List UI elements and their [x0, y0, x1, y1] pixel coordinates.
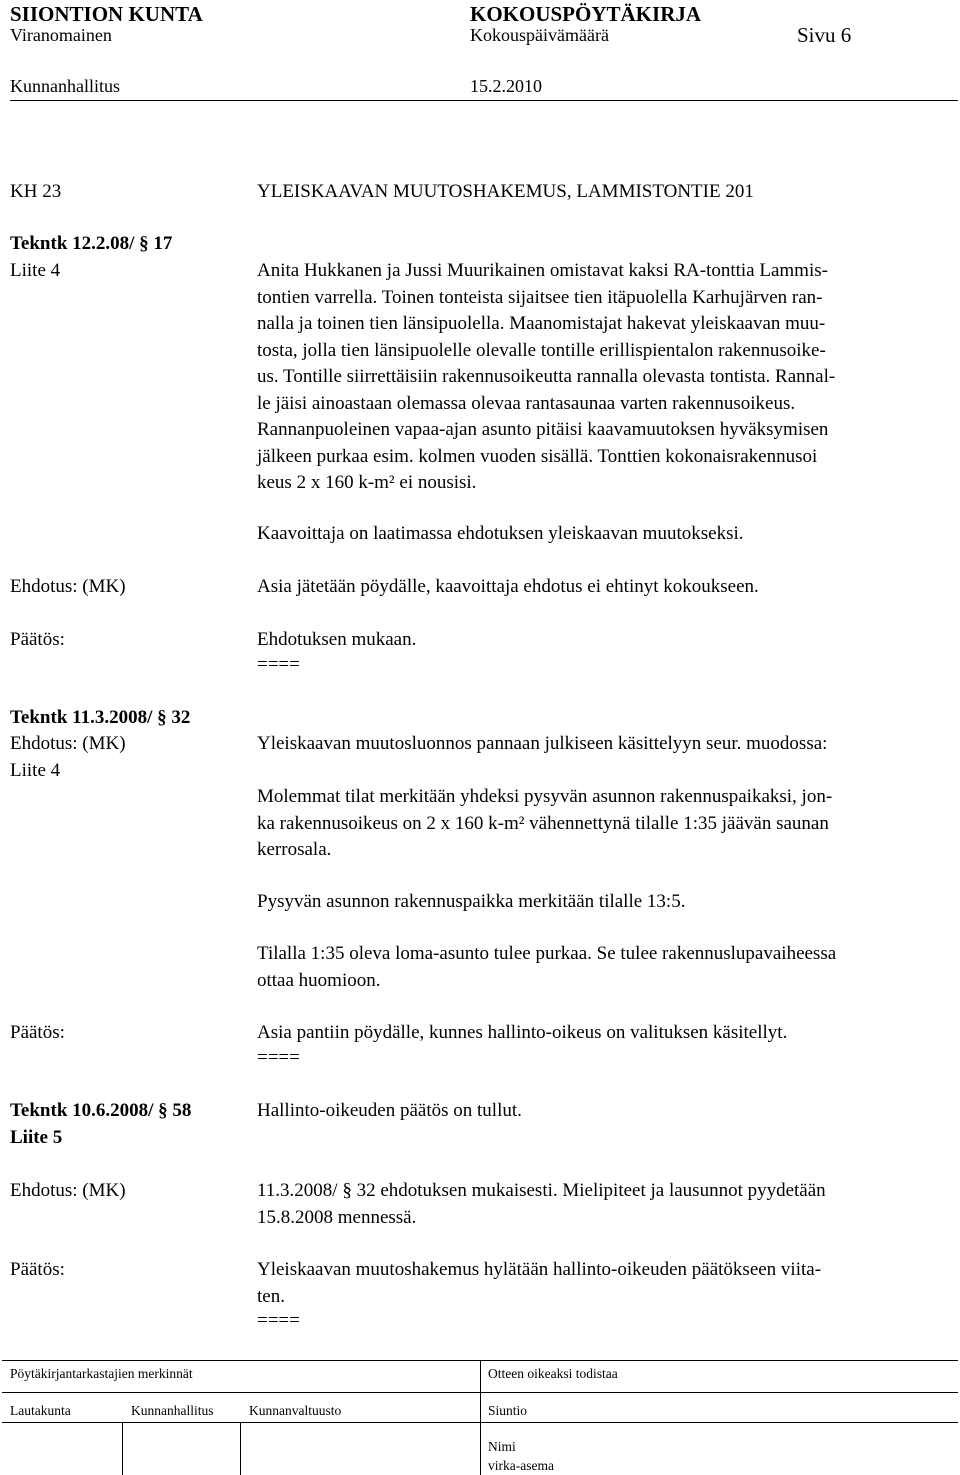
body-line: Yleiskaavan muutoshakemus hylätään hallinto-oikeuden päätökseen viita-: [257, 1259, 822, 1280]
footer-sign-rule: [2, 1422, 958, 1423]
attachment-label: Liite 4: [10, 760, 61, 781]
section-ref: Tekntk 10.6.2008/ § 58: [10, 1100, 192, 1121]
body-line: Rannanpuoleinen vapaa-ajan asunto pitäisi kaavamuutoksen hyväksymisen: [257, 419, 829, 440]
attachment-label: Liite 4: [10, 260, 61, 281]
title-label: virka-asema: [488, 1458, 554, 1473]
paragraph: [257, 784, 832, 864]
separator: ====: [257, 1047, 300, 1068]
header-rule: [10, 100, 958, 101]
footer-col-council: Kunnanvaltuusto: [249, 1403, 342, 1418]
date-label: Kokouspäivämäärä: [470, 25, 609, 45]
meeting-date: 15.2.2010: [470, 76, 542, 96]
proposal-text: Yleiskaavan muutosluonnos pannaan julkiseen käsittelyyn seur. muodossa:: [257, 733, 828, 754]
body-line: tontien varrella. Toinen tonteista sijaitsee tien itäpuolella Karhujärven ran-: [257, 286, 823, 308]
footer-divider: [480, 1360, 481, 1475]
planner-note: Kaavoittaja on laatimassa ehdotuksen yleiskaavan muutokseksi.: [257, 523, 744, 544]
separator: ====: [257, 654, 300, 675]
footer-col-government: Kunnanhallitus: [131, 1403, 214, 1418]
decision-text: Asia pantiin pöydälle, kunnes hallinto-oikeus on valituksen käsitellyt.: [257, 1022, 788, 1043]
reviewers-label: Pöytäkirjantarkastajien merkinnät: [10, 1366, 193, 1381]
decision-text: Ehdotuksen mukaan.: [257, 629, 417, 650]
proposal-text: [257, 1178, 826, 1231]
body-line: us. Tontille siirrettäisiin rakennusoikeutta rannalla olevasta tontista. Rannal-: [257, 366, 836, 387]
org-name: SIIONTION KUNTA: [10, 2, 203, 26]
body-line: Anita Hukkanen ja Jussi Muurikainen omistavat kaksi RA-tonttia Lammis-: [257, 260, 828, 281]
certified-label: Otteen oikeaksi todistaa: [488, 1366, 618, 1381]
body-line: Molemmat tilat merkitään yhdeksi pysyvän asunnon rakennuspaikaksi, jon-: [257, 786, 833, 807]
item-number: KH 23: [10, 181, 62, 202]
section-body: [257, 258, 835, 497]
authority-label: Viranomainen: [10, 25, 112, 45]
separator: ====: [257, 1310, 300, 1331]
body-line: 15.8.2008 mennessä.: [257, 1206, 417, 1228]
body-line: ka rakennusoikeus on 2 x 160 k-m² vähennettynä tilalle 1:35 jäävän saunan: [257, 812, 829, 834]
proposal-text: Asia jätetään pöydälle, kaavoittaja ehdotus ei ehtinyt kokoukseen.: [257, 576, 759, 597]
body-line: le jäisi ainoastaan olemassa olevaa rantasaunaa varten rakennusoikeus.: [257, 392, 796, 414]
body-line: keus 2 x 160 k-m² ei nousisi.: [257, 472, 477, 493]
footer-mid-rule: [2, 1392, 958, 1393]
body-line: ottaa huomioon.: [257, 969, 381, 991]
decision-label: Päätös:: [10, 1022, 65, 1043]
footer-col-board: Lautakunta: [10, 1403, 71, 1418]
body-line: 11.3.2008/ § 32 ehdotuksen mukaisesti. Mielipiteet ja lausunnot pyydetään: [257, 1180, 826, 1201]
body-line: kerrosala.: [257, 839, 332, 860]
section-ref: Tekntk 12.2.08/ § 17: [10, 233, 173, 254]
body-line: tosta, jolla tien länsipuolelle olevalle tontille erillispientalon rakennusoike-: [257, 339, 826, 361]
item-title: YLEISKAAVAN MUUTOSHAKEMUS, LAMMISTONTIE 201: [257, 181, 754, 202]
decision-label: Päätös:: [10, 629, 65, 650]
body-line: Tilalla 1:35 oleva loma-asunto tulee purkaa. Se tulee rakennuslupavaiheessa: [257, 943, 837, 964]
proposal-label: Ehdotus: (MK): [10, 576, 126, 597]
page-label: Sivu 6: [797, 23, 852, 47]
doc-type: KOKOUSPÖYTÄKIRJA: [470, 2, 702, 26]
paragraph: Pysyvän asunnon rakennuspaikka merkitään tilalle 13:5.: [257, 891, 686, 912]
footer-place: Siuntio: [488, 1403, 528, 1418]
proposal-label: Ehdotus: (MK): [10, 733, 126, 754]
paragraph: Hallinto-oikeuden päätös on tullut.: [257, 1100, 522, 1121]
authority: Kunnanhallitus: [10, 76, 120, 96]
paragraph: [257, 941, 836, 994]
name-label: Nimi: [488, 1439, 516, 1454]
proposal-label: Ehdotus: (MK): [10, 1180, 126, 1201]
decision-label: Päätös:: [10, 1259, 65, 1280]
body-line: jälkeen purkaa esim. kolmen vuoden sisällä. Tonttien kokonaisrakennusoi: [257, 445, 818, 467]
footer-divider: [240, 1422, 241, 1475]
attachment-label: Liite 5: [10, 1127, 63, 1148]
footer-divider: [122, 1422, 123, 1475]
body-line: ten.: [257, 1285, 285, 1307]
section-ref: Tekntk 11.3.2008/ § 32: [10, 707, 191, 728]
decision-text: [257, 1257, 821, 1310]
body-line: nalla ja toinen tien länsipuolella. Maanomistajat hakevat yleiskaavan muu-: [257, 313, 826, 334]
